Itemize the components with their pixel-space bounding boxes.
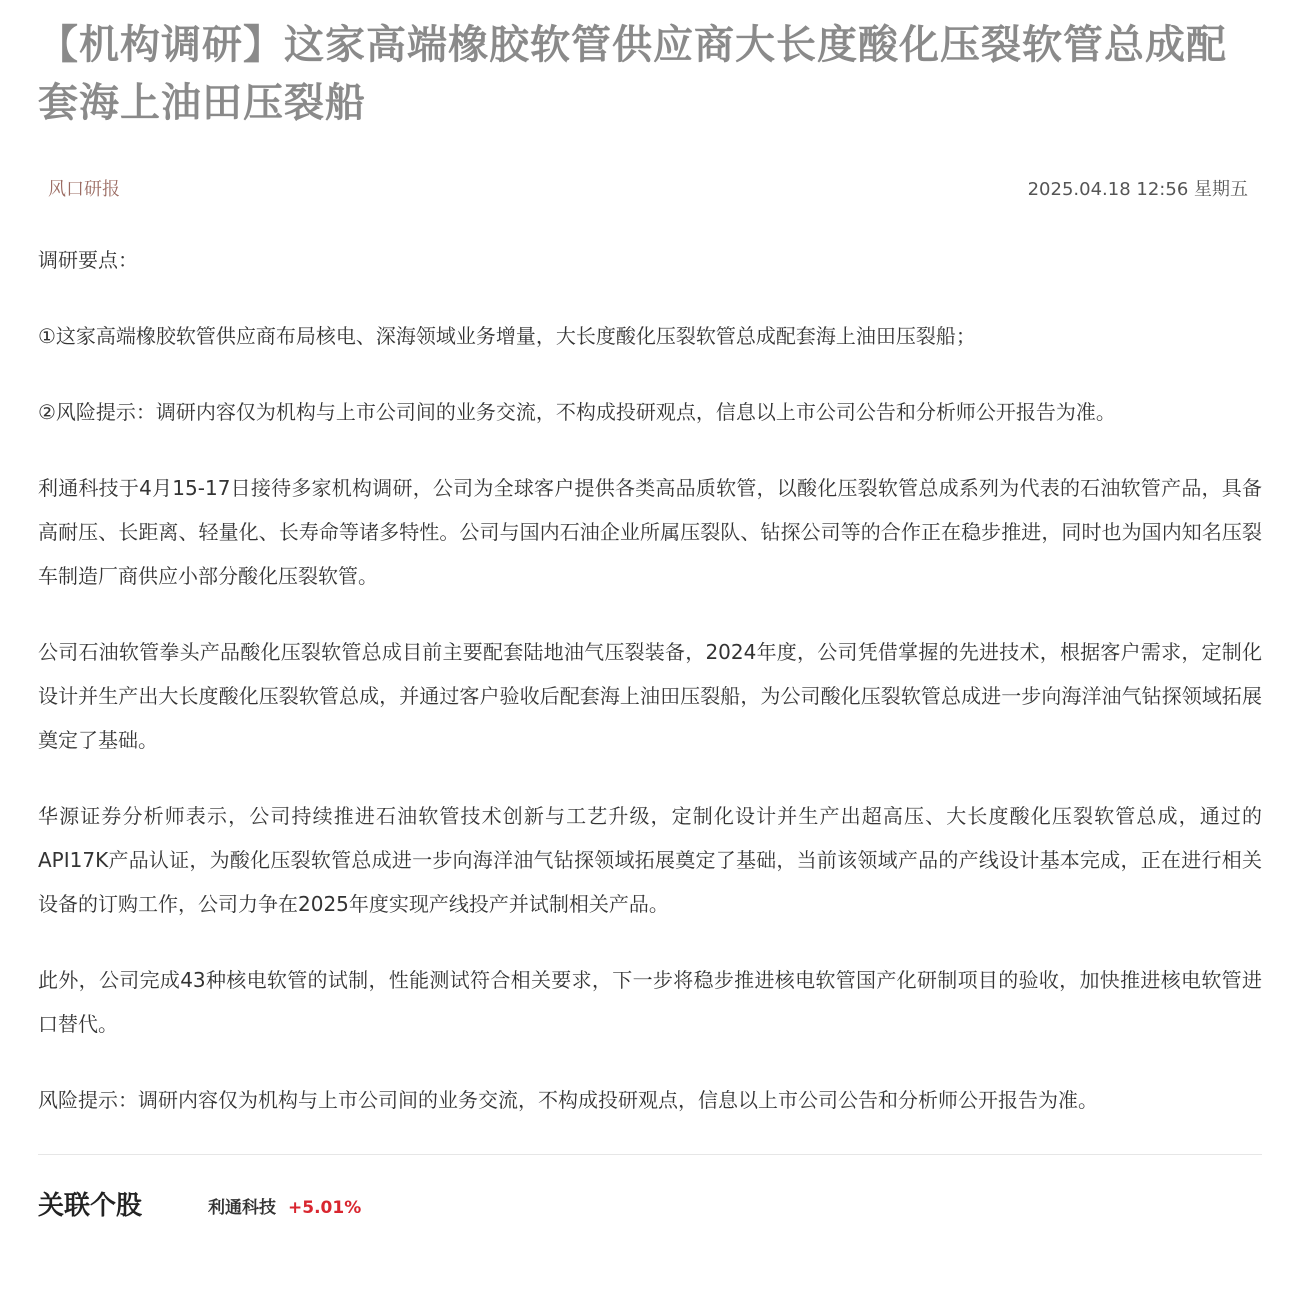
stock-change: +5.01%	[288, 1198, 362, 1218]
key-point-2: ②风险提示：调研内容仅为机构与上市公司间的业务交流，不构成投研观点，信息以上市公司公告和分析师公开报告为准。	[38, 400, 1116, 424]
section-divider	[38, 1154, 1262, 1155]
article-source[interactable]: 风口研报	[48, 179, 120, 200]
body-paragraph: 公司石油软管拳头产品酸化压裂软管总成目前主要配套陆地油气压裂装备，2024年度，公司凭借掌握的先进技术，根据客户需求，定制化设计并生产出大长度酸化压裂软管总成，并通过客户验收后配套海上油田压裂船，为公司酸化压裂软管总成进一步向海洋油气钻探领域拓展奠定了基础。	[38, 640, 1262, 752]
risk-disclaimer: 风险提示：调研内容仅为机构与上市公司间的业务交流，不构成投研观点，信息以上市公司公告和分析师公开报告为准。	[38, 1088, 1098, 1112]
article-body	[38, 238, 1262, 1122]
article-title: 【机构调研】这家高端橡胶软管供应商大长度酸化压裂软管总成配套海上油田压裂船	[38, 22, 1227, 126]
article-meta	[38, 176, 1262, 216]
article	[38, 0, 1262, 1241]
article-datetime: 2025.04.18 12:56 星期五	[1027, 179, 1248, 200]
stock-name: 利通科技	[208, 1198, 276, 1218]
related-stocks	[38, 1181, 1262, 1241]
body-paragraph: 利通科技于4月15-17日接待多家机构调研，公司为全球客户提供各类高品质软管，以酸化压裂软管总成系列为代表的石油软管产品，具备高耐压、长距离、轻量化、长寿命等诸多特性。公司与国内石油企业所属压裂队、钻探公司等的合作正在稳步推进，同时也为国内知名压裂车制造厂商供应小部分酸化压裂软管。	[38, 476, 1262, 588]
related-stocks-label: 关联个股	[38, 1191, 143, 1221]
key-points-heading: 调研要点：	[38, 248, 138, 272]
body-paragraph: 此外，公司完成43种核电软管的试制，性能测试符合相关要求，下一步将稳步推进核电软管国产化研制项目的验收，加快推进核电软管进口替代。	[38, 968, 1262, 1036]
key-point-1: ①这家高端橡胶软管供应商布局核电、深海领域业务增量，大长度酸化压裂软管总成配套海上油田压裂船；	[38, 324, 976, 348]
related-stock-item[interactable]	[208, 1193, 361, 1218]
body-paragraph: 华源证券分析师表示，公司持续推进石油软管技术创新与工艺升级，定制化设计并生产出超高压、大长度酸化压裂软管总成，通过的API17K产品认证，为酸化压裂软管总成进一步向海洋油气钻探领域拓展奠定了基础，当前该领域产品的产线设计基本完成，正在进行相关设备的订购工作，公司力争在2025年度实现产线投产并试制相关产品。	[38, 804, 1262, 916]
